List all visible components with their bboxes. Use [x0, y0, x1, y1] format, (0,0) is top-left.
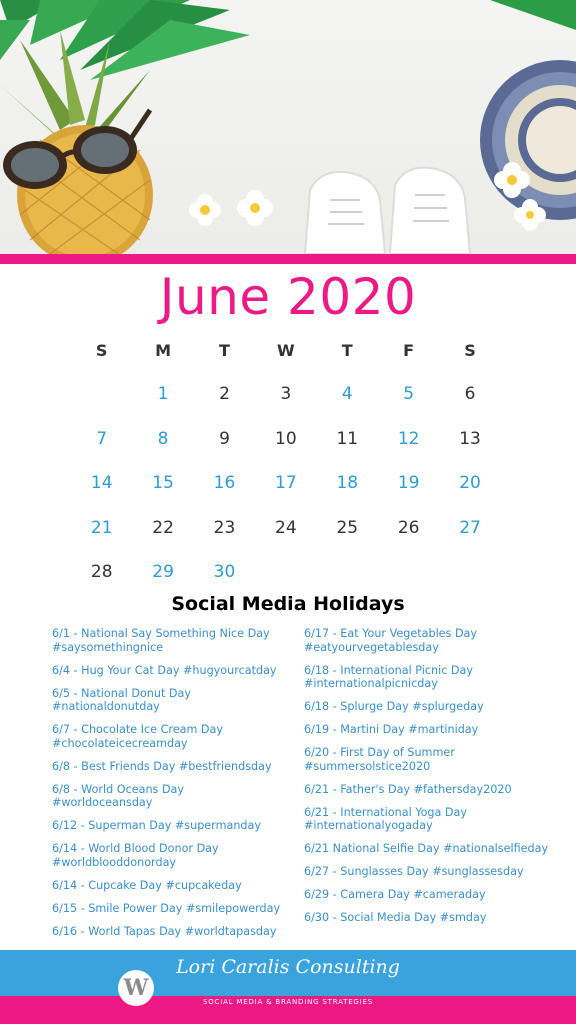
- calendar-day: 21: [90, 517, 113, 538]
- calendar-day: 10: [275, 428, 297, 449]
- calendar-day: 6: [464, 384, 476, 404]
- weekday-label: T: [341, 341, 353, 360]
- calendar-day: 17: [275, 473, 297, 493]
- calendar-day: [378, 550, 439, 595]
- holiday-item: 6/4 - Hug Your Cat Day #hugyourcatday: [52, 663, 277, 677]
- wordpress-logo-letter: W: [123, 975, 149, 1001]
- holiday-item: 6/18 - International Picnic Day #internationalpicnicday: [304, 663, 473, 690]
- holidays-title: Social Media Holidays: [171, 593, 405, 615]
- calendar-days: [71, 372, 501, 595]
- holiday-item: 6/27 - Sunglasses Day #sunglassesday: [304, 865, 524, 878]
- calendar-day: [439, 550, 500, 595]
- brand-tagline: SOCIAL MEDIA & BRANDING STRATEGIES: [203, 998, 373, 1006]
- weekday-label: T: [219, 341, 230, 360]
- calendar-day: 14: [90, 473, 113, 493]
- calendar-day: 18: [336, 473, 359, 493]
- holidays-right-column: [304, 627, 554, 934]
- calendar-day: 8: [157, 428, 169, 449]
- calendar-day: 4: [341, 384, 353, 404]
- calendar-day: 2: [219, 384, 230, 404]
- holiday-item: 6/7 - Chocolate Ice Cream Day #chocolateicecreamday: [52, 723, 224, 750]
- holiday-item: 6/21 National Selfie Day #nationalselfieday: [304, 842, 549, 855]
- holiday-item: 6/8 - World Oceans Day #worldoceansday: [52, 782, 185, 809]
- pink-divider-top: [0, 254, 576, 264]
- weekday-label: W: [277, 341, 295, 360]
- calendar-day: 15: [152, 473, 174, 493]
- holiday-item: 6/8 - Best Friends Day #bestfriendsday: [52, 759, 272, 773]
- calendar-day: 26: [397, 517, 420, 538]
- weekday-header: [71, 334, 501, 368]
- wordpress-icon[interactable]: [118, 970, 154, 1006]
- hero-illustration: [0, 0, 576, 254]
- weekday-label: M: [155, 341, 172, 360]
- calendar-day: 9: [219, 428, 230, 449]
- calendar-week-row: [71, 372, 501, 417]
- holiday-item: 6/16 - World Tapas Day #worldtapasday: [52, 924, 277, 938]
- holiday-item: 6/20 - First Day of Summer #summersolstice2020: [304, 746, 455, 773]
- brand-name: Lori Caralis Consulting: [176, 956, 400, 978]
- calendar-day: 19: [397, 473, 420, 493]
- calendar-day: 13: [459, 428, 481, 449]
- calendar-day: 29: [152, 562, 174, 582]
- holiday-item: 6/12 - Superman Day #supermanday: [52, 819, 262, 832]
- calendar-week-row: [71, 461, 501, 506]
- holiday-item: 6/15 - Smile Power Day #smilepowerday: [52, 901, 281, 915]
- hero-photo: [0, 0, 576, 254]
- calendar-day: 12: [397, 428, 420, 449]
- calendar-day: 25: [336, 517, 359, 538]
- weekday-label: S: [95, 341, 108, 360]
- holiday-item: 6/29 - Camera Day #cameraday: [304, 888, 486, 901]
- calendar-day: 23: [213, 517, 236, 538]
- calendar-day: [317, 550, 378, 595]
- calendar-day: 1: [157, 384, 169, 404]
- holiday-item: 6/17 - Eat Your Vegetables Day #eatyourvegetablesday: [304, 627, 478, 654]
- holiday-item: 6/30 - Social Media Day #smday: [304, 911, 487, 924]
- holiday-item: 6/18 - Splurge Day #splurgeday: [304, 700, 484, 713]
- calendar-day: 27: [459, 517, 481, 538]
- calendar-day: 28: [90, 562, 113, 582]
- calendar-week-row: [71, 506, 501, 551]
- holiday-item: 6/5 - National Donut Day #nationaldonutday: [52, 686, 192, 713]
- calendar-grid: [71, 334, 501, 595]
- holiday-item: 6/21 - Father's Day #fathersday2020: [304, 782, 512, 796]
- weekday-label: S: [464, 341, 476, 360]
- calendar-day: 7: [96, 428, 108, 449]
- calendar-day: 3: [280, 384, 292, 404]
- calendar-day: [71, 372, 132, 417]
- calendar-day: 5: [403, 384, 415, 404]
- calendar-day: 16: [213, 473, 236, 493]
- calendar-week-row: [71, 417, 501, 462]
- weekday-label: F: [403, 341, 415, 360]
- holiday-item: 6/19 - Martini Day #martiniday: [304, 723, 479, 736]
- holiday-item: 6/14 - World Blood Donor Day #worldblooddonorday: [52, 842, 219, 869]
- calendar-week-row: [71, 550, 501, 595]
- calendar-day: 11: [336, 428, 359, 449]
- calendar-day: 20: [459, 473, 481, 493]
- holiday-item: 6/21 - International Yoga Day #internationalyogaday: [304, 805, 468, 832]
- holiday-item: 6/14 - Cupcake Day #cupcakeday: [52, 878, 242, 892]
- calendar-day: 30: [213, 562, 236, 582]
- holidays-left-column: [52, 627, 302, 948]
- calendar-day: [255, 550, 316, 595]
- holiday-item: 6/1 - National Say Something Nice Day #saysomethingnice: [52, 627, 270, 654]
- calendar-day: 22: [152, 517, 174, 538]
- calendar-day: 24: [275, 517, 297, 538]
- calendar-title: June 2020: [159, 268, 417, 326]
